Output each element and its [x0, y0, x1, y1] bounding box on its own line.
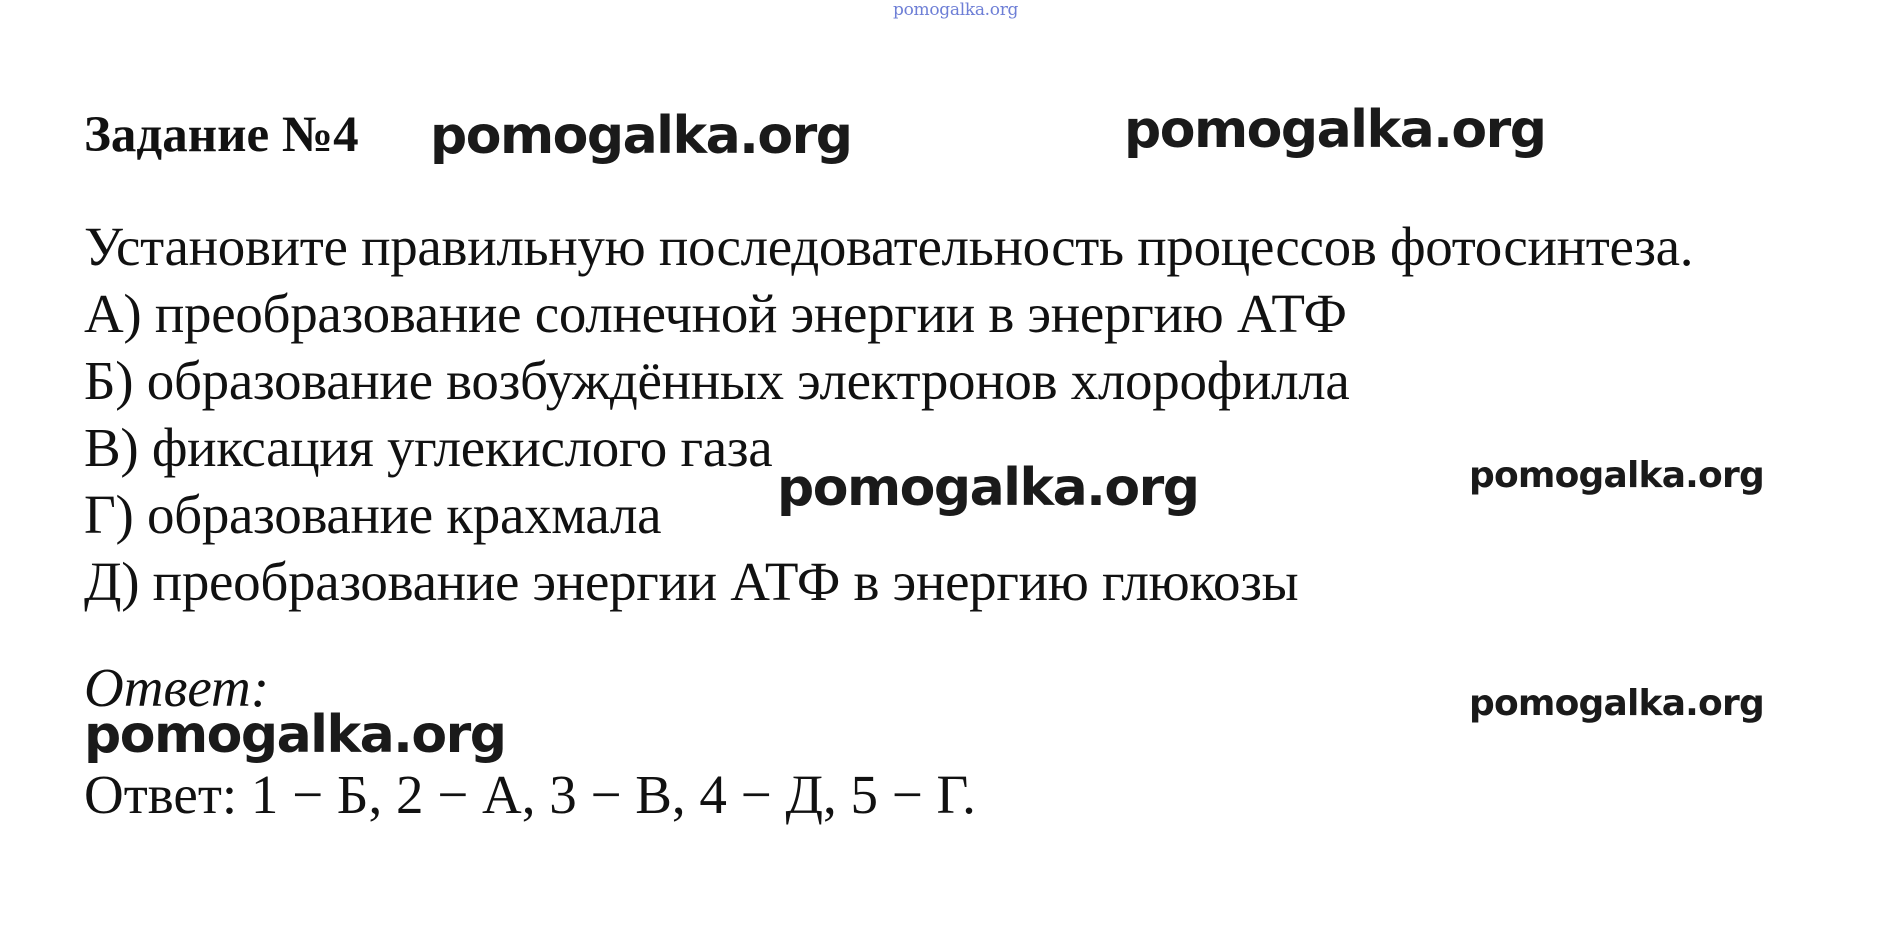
task-question: Установите правильную последовательность процессов фотосинтеза. — [84, 216, 1694, 277]
option-item: Д) преобразование энергии АТФ в энергию глюкозы — [84, 551, 1299, 612]
answer-label: Ответ: — [84, 657, 270, 718]
option-item: А) преобразование солнечной энергии в энергию АТФ — [84, 283, 1347, 344]
option-item: Г) образование крахмала — [84, 484, 662, 545]
watermark: pomogalka.org — [1469, 455, 1764, 496]
watermark: pomogalka.org — [1469, 683, 1764, 724]
watermark: pomogalka.org — [1124, 100, 1546, 160]
watermark: pomogalka.org — [777, 458, 1199, 518]
task-title: Задание №4 — [84, 107, 359, 163]
option-item: Б) образование возбуждённых электронов хлорофилла — [84, 350, 1350, 411]
option-item: В) фиксация углекислого газа — [84, 417, 773, 478]
answer-text: Ответ: 1 − Б, 2 − А, 3 − В, 4 − Д, 5 − Г. — [84, 764, 976, 825]
watermark: pomogalka.org — [430, 106, 852, 166]
site-link[interactable]: pomogalka.org — [893, 0, 1019, 20]
watermark: pomogalka.org — [84, 705, 506, 765]
